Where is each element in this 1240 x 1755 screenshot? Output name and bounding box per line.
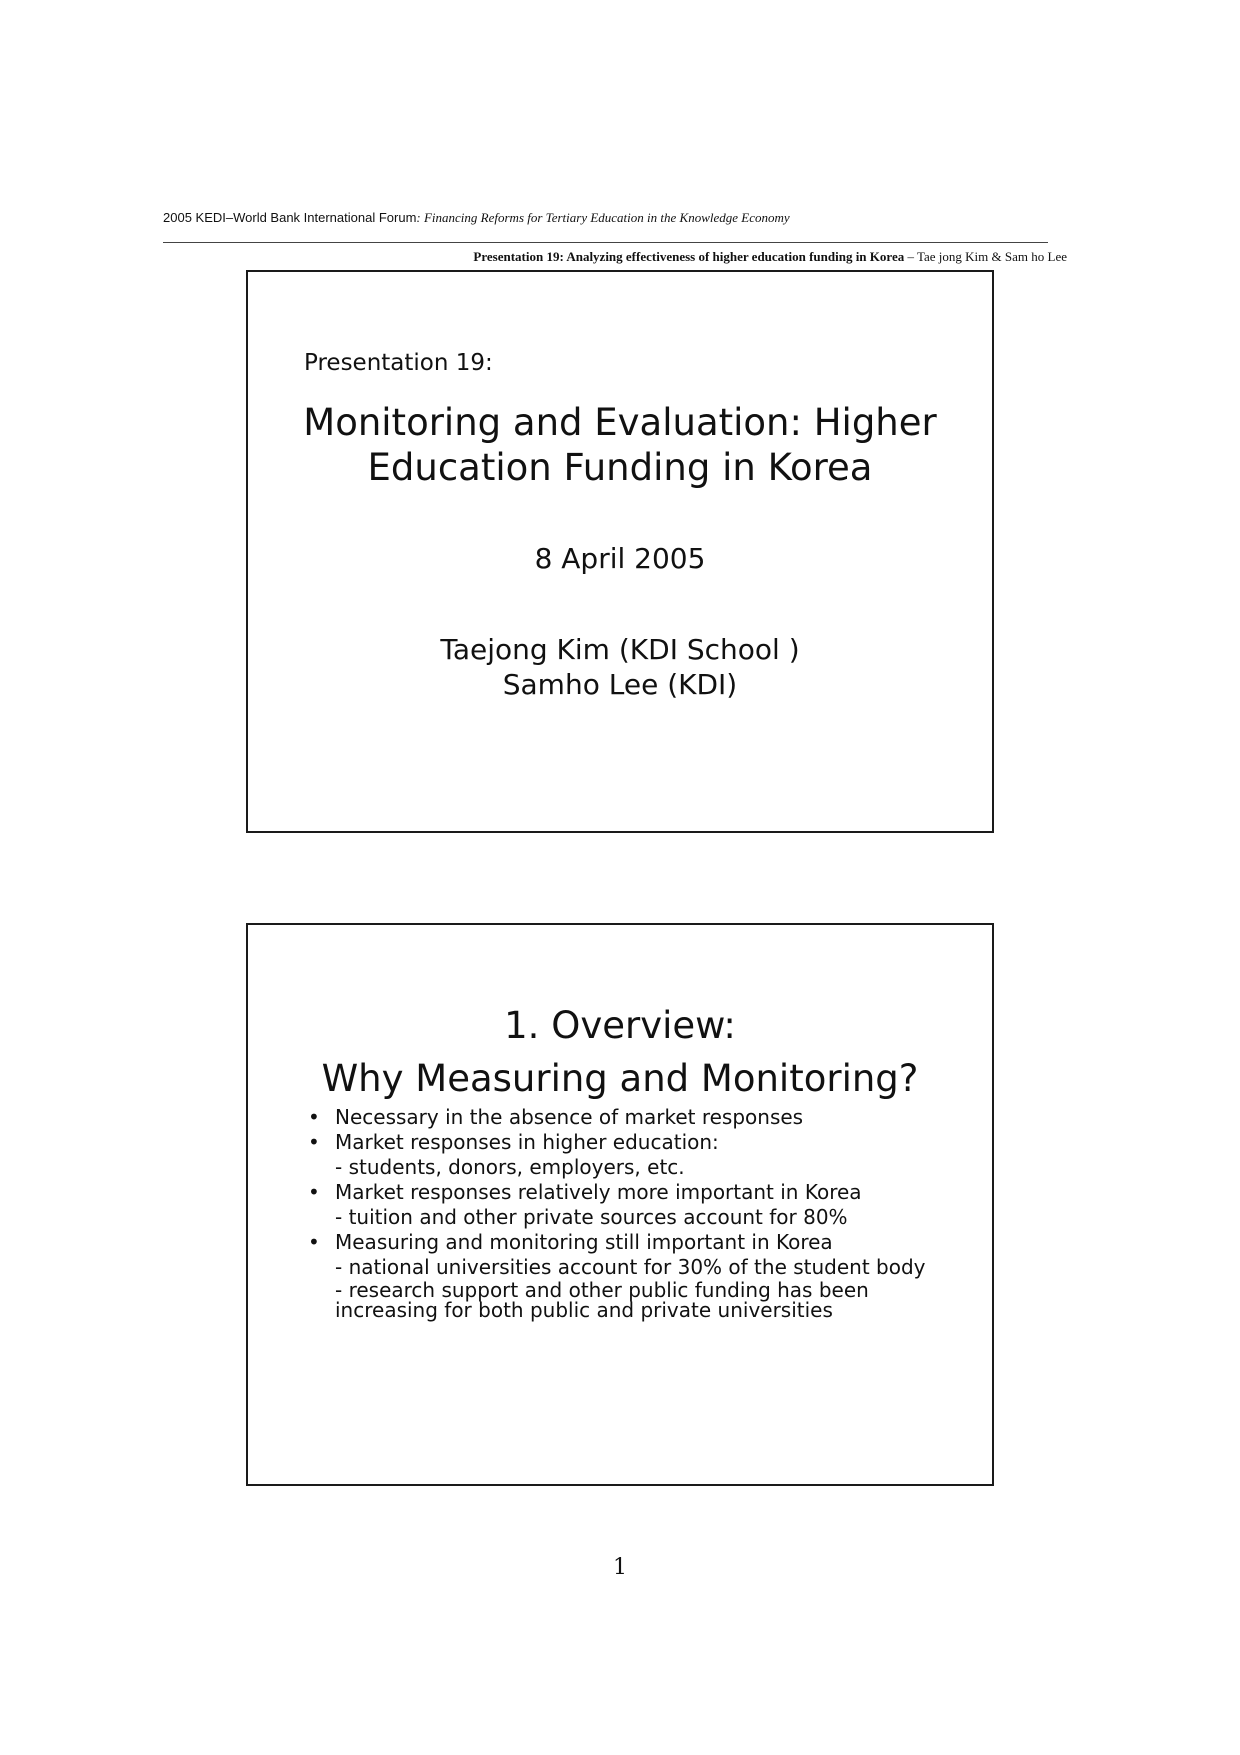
bullet-text: Market responses relatively more important in Korea xyxy=(335,1180,862,1204)
sub-point: - tuition and other private sources account for 80% xyxy=(335,1205,848,1229)
overview-heading xyxy=(248,999,992,1105)
forum-name: 2005 KEDI–World Bank International Forum xyxy=(163,210,417,225)
heading-line-2: Why Measuring and Monitoring? xyxy=(321,1057,919,1100)
bullet-icon: • xyxy=(308,1230,320,1254)
author-1: Taejong Kim (KDI School ) xyxy=(440,633,800,666)
slide-title xyxy=(246,270,994,833)
presentation-label: Presentation 19: xyxy=(304,350,493,376)
header-divider xyxy=(163,242,1048,243)
slide-overview xyxy=(246,923,994,1486)
bullet-icon: • xyxy=(308,1105,320,1129)
heading-line-1: 1. Overview: xyxy=(504,1004,736,1047)
presentation-authors: – Tae jong Kim & Sam ho Lee xyxy=(904,249,1067,264)
author-2: Samho Lee (KDI) xyxy=(502,668,738,701)
bullet-text: Market responses in higher education: xyxy=(335,1130,719,1154)
running-header xyxy=(163,210,790,226)
list-item xyxy=(308,1130,968,1180)
bullet-text: Measuring and monitoring still important in Korea xyxy=(335,1230,833,1254)
author-block xyxy=(248,632,992,702)
list-item xyxy=(308,1105,968,1130)
sub-point: - national universities account for 30% of the student body xyxy=(335,1255,926,1279)
forum-subtitle: : Financing Reforms for Tertiary Education in the Knowledge Economy xyxy=(416,210,790,225)
bullet-text: Necessary in the absence of market responses xyxy=(335,1105,804,1129)
bullet-icon: • xyxy=(308,1130,320,1154)
page-number: 1 xyxy=(613,1555,627,1580)
sub-point-continuation: increasing for both public and private universities xyxy=(335,1298,833,1322)
presentation-date: 8 April 2005 xyxy=(534,542,706,575)
bullet-list xyxy=(308,1105,968,1320)
title-line-1: Monitoring and Evaluation: Higher xyxy=(303,401,937,444)
sub-point: - students, donors, employers, etc. xyxy=(335,1155,685,1179)
slide-main-title xyxy=(248,400,992,490)
bullet-icon: • xyxy=(308,1180,320,1204)
list-item xyxy=(308,1230,968,1320)
presentation-title: Presentation 19: Analyzing effectiveness of higher education funding in Korea xyxy=(473,249,905,264)
title-line-2: Education Funding in Korea xyxy=(367,446,873,489)
sub-point: - research support and other public funding has been xyxy=(335,1278,869,1302)
presentation-header xyxy=(473,249,1067,265)
list-item xyxy=(308,1180,968,1230)
